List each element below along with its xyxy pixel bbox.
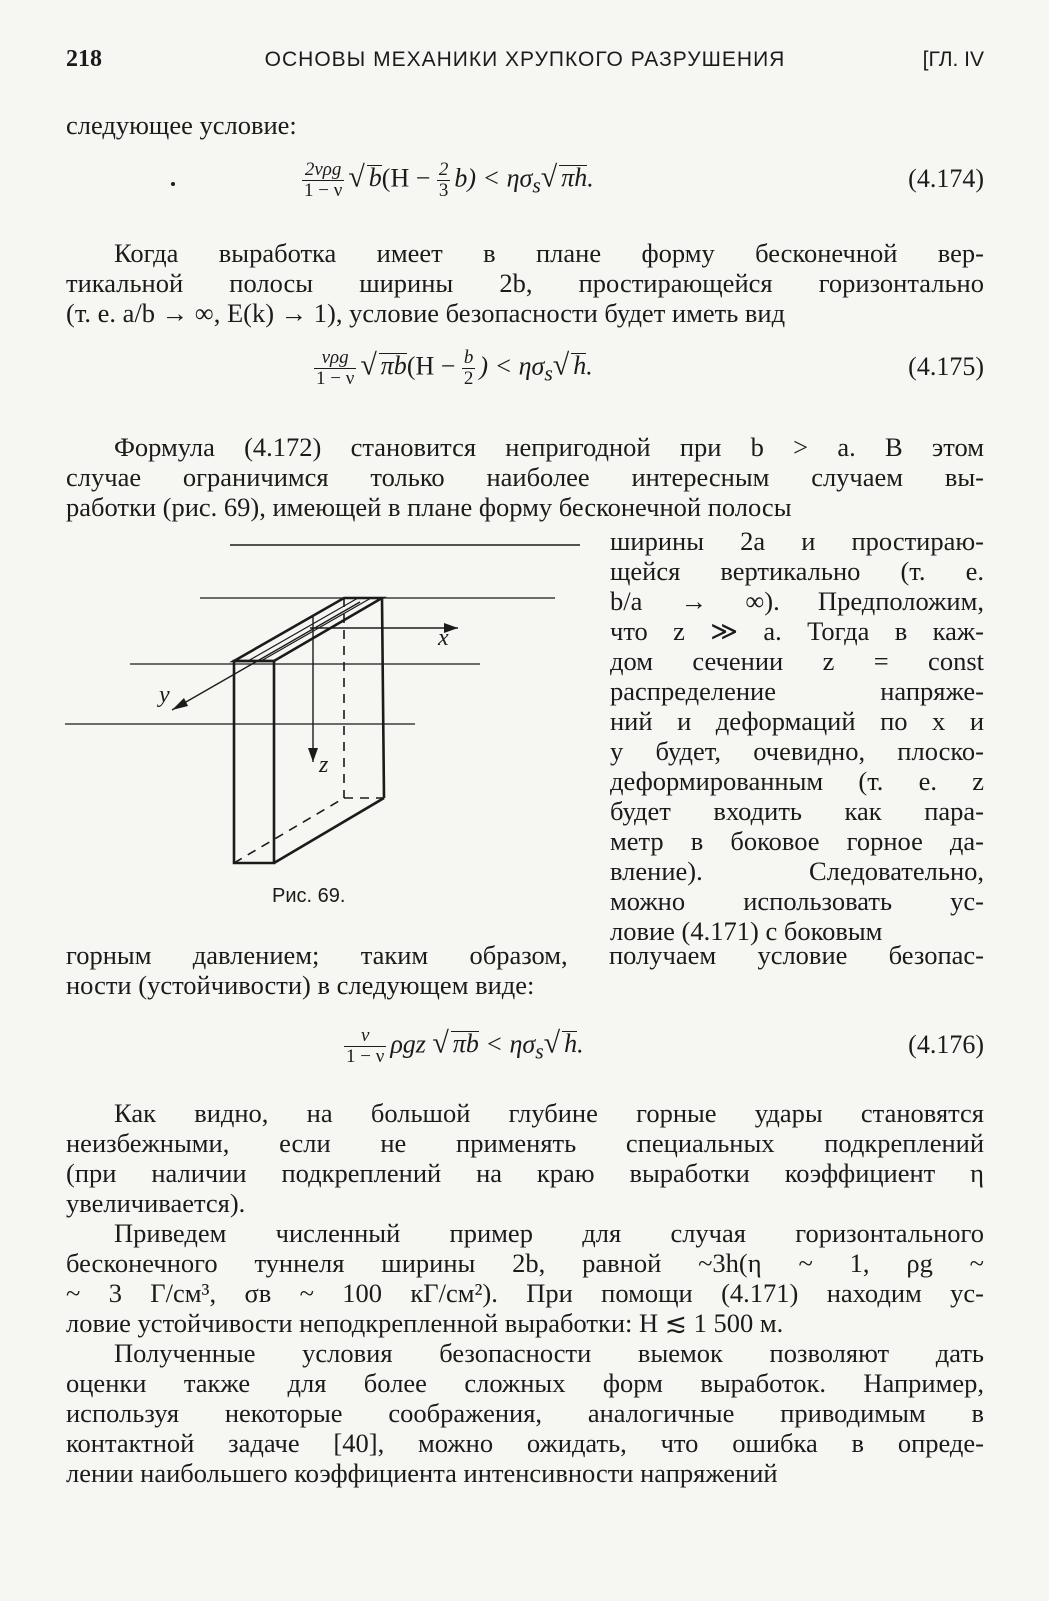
figure-caption: Рис. 69. xyxy=(272,885,346,907)
fraction-denominator: 2 xyxy=(463,368,474,389)
top-inner-line-2 xyxy=(261,598,371,661)
subscript: s xyxy=(544,361,553,386)
y-axis-label: y xyxy=(159,682,170,708)
text-line: лении наибольшего коэффициента интенсивности напряжений xyxy=(66,1458,778,1488)
running-header xyxy=(66,46,984,76)
text-line: ~ 3 Г/см³, σв ~ 100 кГ/см²). При помощи (4.171) находим ус- xyxy=(66,1278,984,1308)
radical-sign: √ xyxy=(360,348,377,382)
paragraph-2 xyxy=(66,432,984,522)
page-number: 218 xyxy=(66,46,102,72)
text-line: тикальной полосы ширины 2b, простирающейся горизонтально xyxy=(66,268,984,298)
fraction-denominator: 3 xyxy=(438,180,449,201)
y-axis-arrowhead xyxy=(172,698,188,710)
z-axis-label: z xyxy=(319,752,329,778)
slab-top-face xyxy=(234,598,382,661)
equation-term: . xyxy=(587,163,594,193)
radicand: πb xyxy=(452,1029,479,1059)
text-line: ширины 2a и простираю- xyxy=(610,526,984,556)
text-line: (т. е. a/b → ∞, E(k) → 1), условие безопасности будет иметь вид xyxy=(66,298,786,328)
equation-4-174 xyxy=(66,152,984,208)
text-line: деформированным (т. е. z xyxy=(610,766,984,796)
subscript: s xyxy=(532,173,541,198)
subscript: s xyxy=(535,1039,544,1064)
text-line: ний и деформаций по x и xyxy=(610,706,984,736)
equation-body xyxy=(302,160,594,201)
top-inner-line-1 xyxy=(248,598,358,661)
paragraph-5 xyxy=(66,1098,984,1218)
text-line: неизбежными, если не применять специальных подкреплений xyxy=(66,1128,984,1158)
text-line: Как видно, на большой глубине горные удары становятся xyxy=(114,1098,984,1128)
text-line: Когда выработка имеет в плане форму бесконечной вер- xyxy=(114,238,984,268)
text-line: (при наличии подкреплений на краю выработки коэффициент η xyxy=(66,1158,984,1188)
text-line: оценки также для более сложных форм выработок. Например, xyxy=(66,1368,984,1398)
text-line: следующее условие: xyxy=(66,110,297,140)
chapter-label: [ГЛ. IV xyxy=(922,48,984,71)
text-line: Приведем численный пример для случая горизонтального xyxy=(114,1218,984,1248)
equation-term: (H − xyxy=(406,351,462,381)
text-line: будет входить как пара- xyxy=(610,796,984,826)
fraction xyxy=(462,348,476,389)
text-line: увеличивается). xyxy=(66,1188,246,1218)
text-line: используя некоторые соображения, аналогичные приводимым в xyxy=(66,1398,984,1428)
text-line: контактной задаче [40], можно ожидать, что ошибка в опреде- xyxy=(66,1428,984,1458)
fraction-denominator: 1 − ν xyxy=(346,1046,385,1067)
fraction xyxy=(344,1026,386,1067)
equation-body xyxy=(344,1026,584,1067)
fraction-numerator: b xyxy=(463,347,474,368)
x-axis-label: x xyxy=(438,625,449,651)
paragraph-0 xyxy=(66,110,984,140)
fraction xyxy=(302,160,344,201)
equation-term: . xyxy=(577,1029,584,1059)
y-axis xyxy=(172,602,360,710)
text-line: бесконечного туннеля ширины 2b, равной ~3h(η ~ 1, ρg ~ xyxy=(66,1248,984,1278)
equation-number: (4.174) xyxy=(908,164,984,193)
text-line: работки (рис. 69), имеющей в плане форму бесконечной полосы xyxy=(66,492,792,522)
radical-sign: √ xyxy=(432,1026,449,1060)
text-line: распределение напряже- xyxy=(610,676,984,706)
text-line: щейся вертикально (т. е. xyxy=(610,556,984,586)
fraction-numerator: 2νρg xyxy=(302,160,344,181)
fraction xyxy=(314,348,356,389)
radical-sign: √ xyxy=(552,348,570,382)
radicand: b xyxy=(368,163,382,193)
paragraph-1 xyxy=(66,238,984,328)
radicand: h xyxy=(573,351,587,381)
paragraph-4 xyxy=(66,940,984,1000)
stray-dot xyxy=(171,182,175,186)
equation-body xyxy=(314,348,593,389)
text-line: ловие (4.171) с боковым xyxy=(610,916,883,946)
text-line: что z ≫ a. Тогда в каж- xyxy=(610,616,984,646)
radicand: πb xyxy=(380,351,407,381)
text-line: можно использовать ус- xyxy=(610,886,984,916)
running-title: ОСНОВЫ МЕХАНИКИ ХРУПКОГО РАЗРУШЕНИЯ xyxy=(264,48,786,71)
text-line: ности (устойчивости) в следующем виде: xyxy=(66,970,535,1000)
equation-term: < ησ xyxy=(478,1029,536,1059)
equation-term: ρgz xyxy=(390,1029,426,1059)
radical-sign: √ xyxy=(540,160,558,194)
equation-term: b) < ησ xyxy=(454,163,533,193)
text-line: вление). Следовательно, xyxy=(610,856,984,886)
fraction-denominator: 1 − ν xyxy=(316,368,355,389)
equation-number: (4.175) xyxy=(908,352,984,381)
fraction-numerator: νρg xyxy=(314,348,356,369)
text-line: дом сечении z = const xyxy=(610,646,984,676)
fraction-numerator: ν xyxy=(344,1026,386,1047)
z-axis-arrowhead xyxy=(308,748,318,762)
equation-term: ) < ησ xyxy=(479,351,545,381)
text-line: y будет, очевидно, плоско- xyxy=(610,736,984,766)
radicand: πh xyxy=(561,163,588,193)
equation-term: . xyxy=(586,351,593,381)
text-line: Полученные условия безопасности выемок позволяют дать xyxy=(114,1338,984,1368)
paragraph-7 xyxy=(66,1338,984,1488)
paragraph-6 xyxy=(66,1218,984,1338)
text-line: Формула (4.172) становится непригодной при b > a. В этом xyxy=(114,432,984,462)
text-line: b/a → ∞). Предположим, xyxy=(610,586,984,616)
equation-number: (4.176) xyxy=(908,1030,984,1059)
paragraph-3-wrap xyxy=(610,526,984,946)
text-line: случае ограничимся только наиболее интересным случаем вы- xyxy=(66,462,984,492)
figure-69-diagram xyxy=(60,540,600,940)
text-line: ловие устойчивости неподкрепленной выработки: H ≲ 1 500 м. xyxy=(66,1308,784,1338)
text-line: метр в боковое горное да- xyxy=(610,826,984,856)
fraction-numerator: 2 xyxy=(438,159,449,180)
equation-4-175 xyxy=(66,340,984,396)
fraction-denominator: 1 − ν xyxy=(304,180,343,201)
radical-sign: √ xyxy=(543,1026,561,1060)
fraction xyxy=(437,160,451,201)
radicand: h xyxy=(564,1029,578,1059)
equation-4-176 xyxy=(66,1018,984,1074)
equation-term: (H − xyxy=(381,163,437,193)
text-line: горным давлением; таким образом, получаем условие безопас- xyxy=(66,940,984,970)
radical-sign: √ xyxy=(348,160,365,194)
slab-front-face xyxy=(234,661,274,863)
